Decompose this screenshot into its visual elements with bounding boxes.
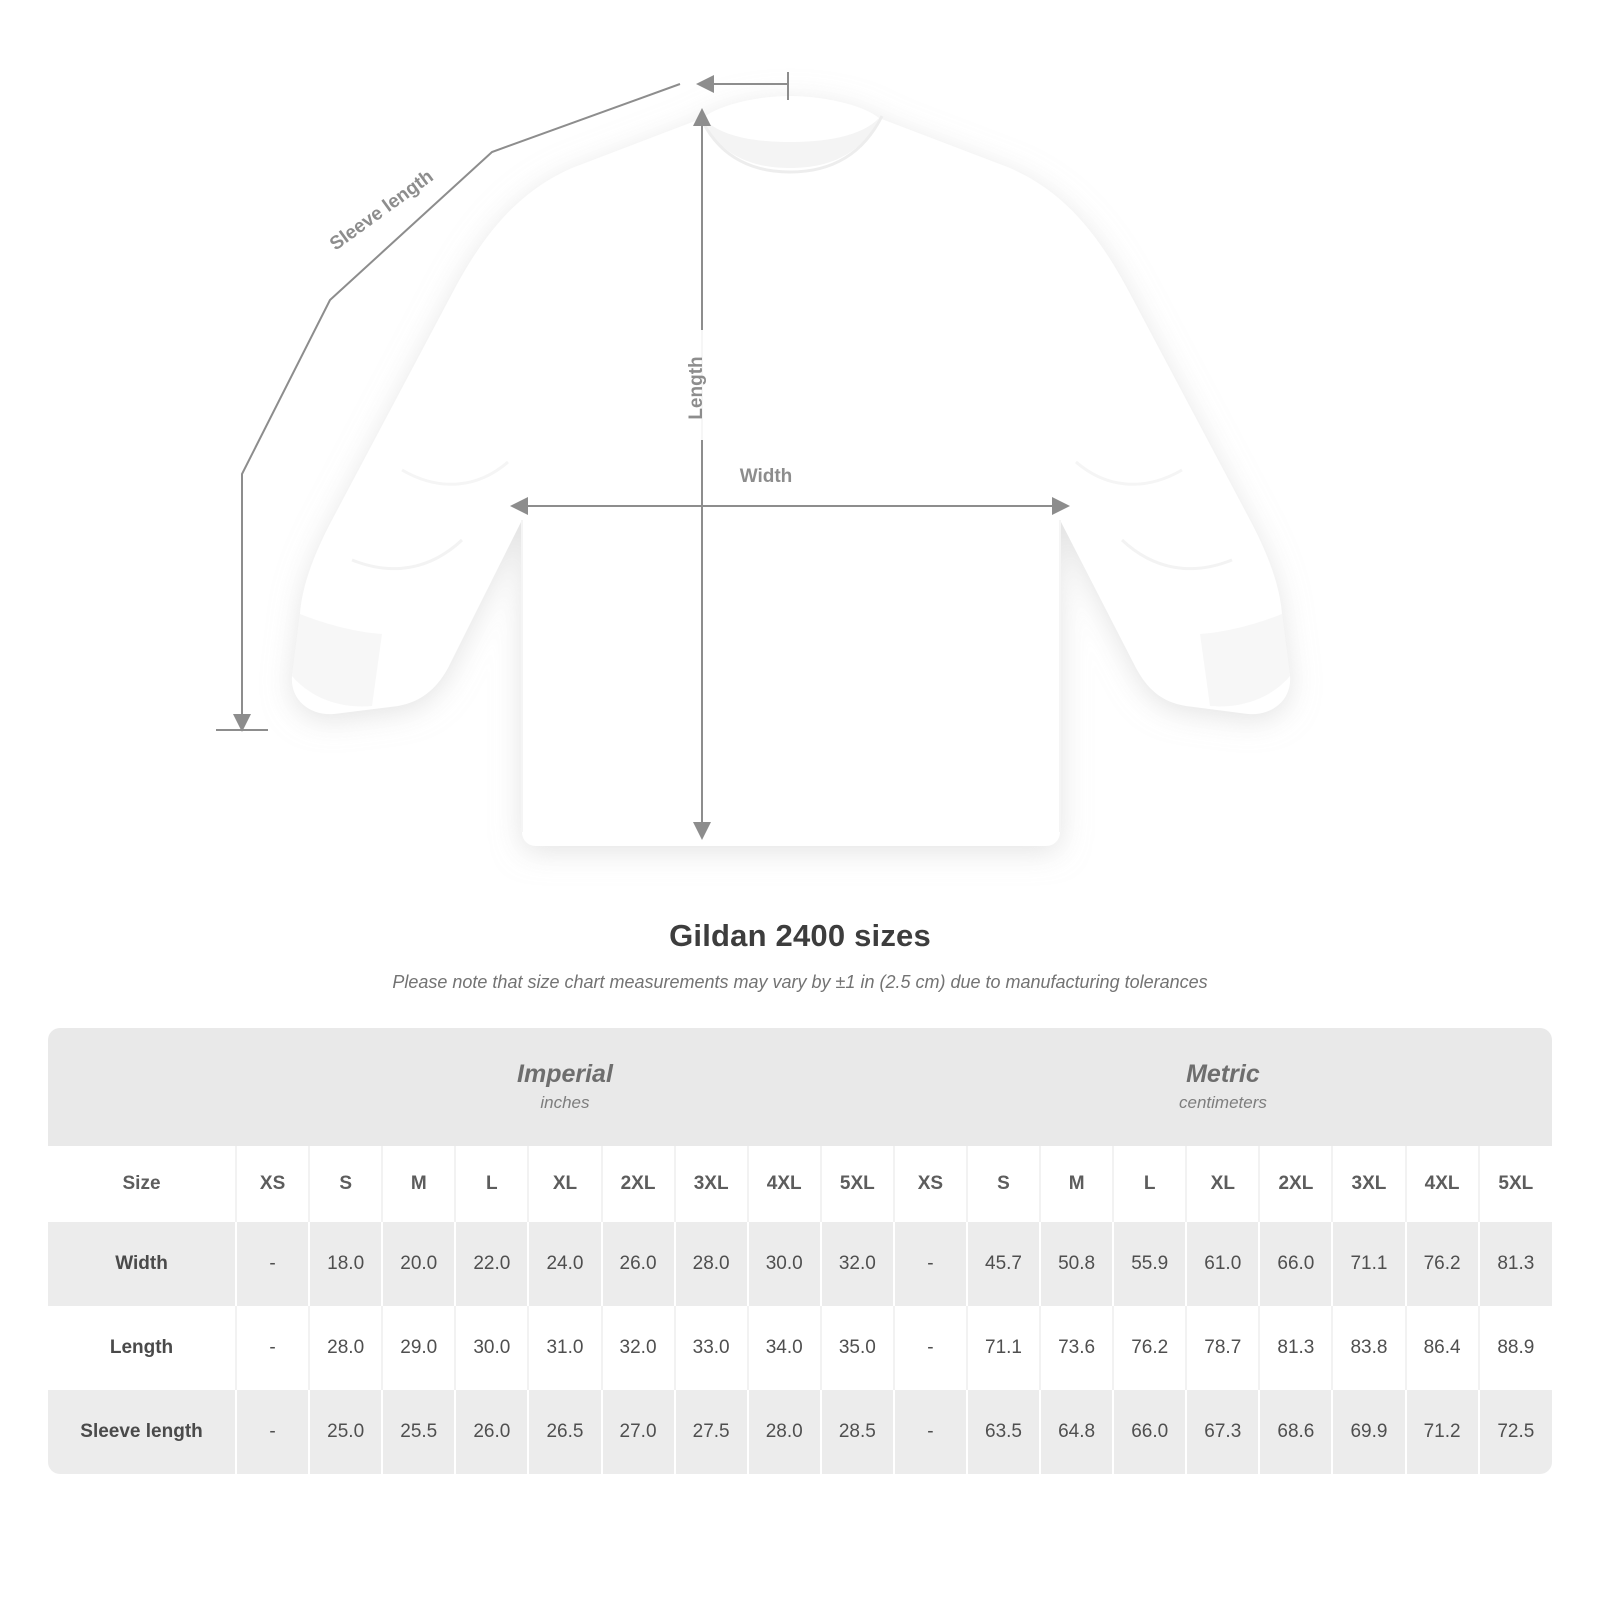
header-col-8: 5XL xyxy=(821,1146,894,1222)
cell-sleeve-3: 26.0 xyxy=(455,1390,528,1474)
cell-width-0: - xyxy=(236,1222,309,1306)
unit-group-metric-sub: centimeters xyxy=(1179,1092,1267,1112)
header-col-3: L xyxy=(455,1146,528,1222)
cell-length-6: 33.0 xyxy=(675,1306,748,1390)
cell-width-8: 32.0 xyxy=(821,1222,894,1306)
cell-sleeve-10: 63.5 xyxy=(967,1390,1040,1474)
unit-group-row xyxy=(48,1028,1552,1146)
cell-sleeve-13: 67.3 xyxy=(1186,1390,1259,1474)
cell-sleeve-14: 68.6 xyxy=(1259,1390,1332,1474)
cell-sleeve-12: 66.0 xyxy=(1113,1390,1186,1474)
header-col-16: 4XL xyxy=(1406,1146,1479,1222)
cell-width-5: 26.0 xyxy=(602,1222,675,1306)
cell-sleeve-2: 25.5 xyxy=(382,1390,455,1474)
unit-group-metric xyxy=(894,1028,1552,1146)
row-label-sleeve-length: Sleeve length xyxy=(48,1390,236,1474)
header-col-12: L xyxy=(1113,1146,1186,1222)
length-label: Length xyxy=(686,356,707,420)
table-row xyxy=(48,1306,1552,1390)
header-col-9: XS xyxy=(894,1146,967,1222)
cell-sleeve-1: 25.0 xyxy=(309,1390,382,1474)
cell-length-3: 30.0 xyxy=(455,1306,528,1390)
cell-length-2: 29.0 xyxy=(382,1306,455,1390)
cell-sleeve-0: - xyxy=(236,1390,309,1474)
cell-length-0: - xyxy=(236,1306,309,1390)
cell-length-4: 31.0 xyxy=(528,1306,601,1390)
cell-length-13: 78.7 xyxy=(1186,1306,1259,1390)
size-chart-table xyxy=(48,1028,1552,1474)
header-col-7: 4XL xyxy=(748,1146,821,1222)
header-col-11: M xyxy=(1040,1146,1113,1222)
cell-length-17: 88.9 xyxy=(1479,1306,1552,1390)
cell-length-9: - xyxy=(894,1306,967,1390)
cell-width-14: 66.0 xyxy=(1259,1222,1332,1306)
cell-sleeve-11: 64.8 xyxy=(1040,1390,1113,1474)
cell-width-7: 30.0 xyxy=(748,1222,821,1306)
cell-length-14: 81.3 xyxy=(1259,1306,1332,1390)
cell-sleeve-16: 71.2 xyxy=(1406,1390,1479,1474)
cell-sleeve-9: - xyxy=(894,1390,967,1474)
cell-length-8: 35.0 xyxy=(821,1306,894,1390)
header-col-10: S xyxy=(967,1146,1040,1222)
cell-length-10: 71.1 xyxy=(967,1306,1040,1390)
cell-width-13: 61.0 xyxy=(1186,1222,1259,1306)
unit-group-spacer xyxy=(48,1028,236,1146)
cell-width-12: 55.9 xyxy=(1113,1222,1186,1306)
table-header-row xyxy=(48,1146,1552,1222)
header-col-17: 5XL xyxy=(1479,1146,1552,1222)
table-row xyxy=(48,1222,1552,1306)
cell-length-1: 28.0 xyxy=(309,1306,382,1390)
page-subtitle: Please note that size chart measurements may vary by ±1 in (2.5 cm) due to manufacturing tolerances xyxy=(392,972,1208,992)
cell-length-5: 32.0 xyxy=(602,1306,675,1390)
cell-length-15: 83.8 xyxy=(1332,1306,1405,1390)
width-label: Width xyxy=(739,466,793,487)
header-col-5: 2XL xyxy=(602,1146,675,1222)
header-col-14: 2XL xyxy=(1259,1146,1332,1222)
cell-sleeve-17: 72.5 xyxy=(1479,1390,1552,1474)
cell-width-9: - xyxy=(894,1222,967,1306)
header-col-2: M xyxy=(382,1146,455,1222)
cell-width-10: 45.7 xyxy=(967,1222,1040,1306)
cell-width-1: 18.0 xyxy=(309,1222,382,1306)
cell-sleeve-4: 26.5 xyxy=(528,1390,601,1474)
cell-length-7: 34.0 xyxy=(748,1306,821,1390)
sleeve-length-label: Sleeve length xyxy=(326,166,438,256)
table-row xyxy=(48,1390,1552,1474)
row-label-length: Length xyxy=(48,1306,236,1390)
unit-group-imperial xyxy=(236,1028,894,1146)
cell-length-12: 76.2 xyxy=(1113,1306,1186,1390)
row-label-width: Width xyxy=(48,1222,236,1306)
cell-sleeve-6: 27.5 xyxy=(675,1390,748,1474)
unit-group-metric-name: Metric xyxy=(1186,1059,1260,1088)
header-col-13: XL xyxy=(1186,1146,1259,1222)
header-col-4: XL xyxy=(528,1146,601,1222)
cell-width-6: 28.0 xyxy=(675,1222,748,1306)
cell-width-17: 81.3 xyxy=(1479,1222,1552,1306)
cell-width-15: 71.1 xyxy=(1332,1222,1405,1306)
header-col-6: 3XL xyxy=(675,1146,748,1222)
header-size: Size xyxy=(48,1146,236,1222)
cell-sleeve-5: 27.0 xyxy=(602,1390,675,1474)
cell-width-2: 20.0 xyxy=(382,1222,455,1306)
cell-length-16: 86.4 xyxy=(1406,1306,1479,1390)
cell-sleeve-8: 28.5 xyxy=(821,1390,894,1474)
cell-width-4: 24.0 xyxy=(528,1222,601,1306)
cell-width-16: 76.2 xyxy=(1406,1222,1479,1306)
cell-width-11: 50.8 xyxy=(1040,1222,1113,1306)
cell-sleeve-15: 69.9 xyxy=(1332,1390,1405,1474)
header-col-15: 3XL xyxy=(1332,1146,1405,1222)
header-col-1: S xyxy=(309,1146,382,1222)
cell-sleeve-7: 28.0 xyxy=(748,1390,821,1474)
page-title: Gildan 2400 sizes xyxy=(669,918,931,953)
unit-group-imperial-sub: inches xyxy=(540,1092,590,1112)
header-col-0: XS xyxy=(236,1146,309,1222)
cell-width-3: 22.0 xyxy=(455,1222,528,1306)
unit-group-imperial-name: Imperial xyxy=(517,1059,613,1088)
cell-length-11: 73.6 xyxy=(1040,1306,1113,1390)
